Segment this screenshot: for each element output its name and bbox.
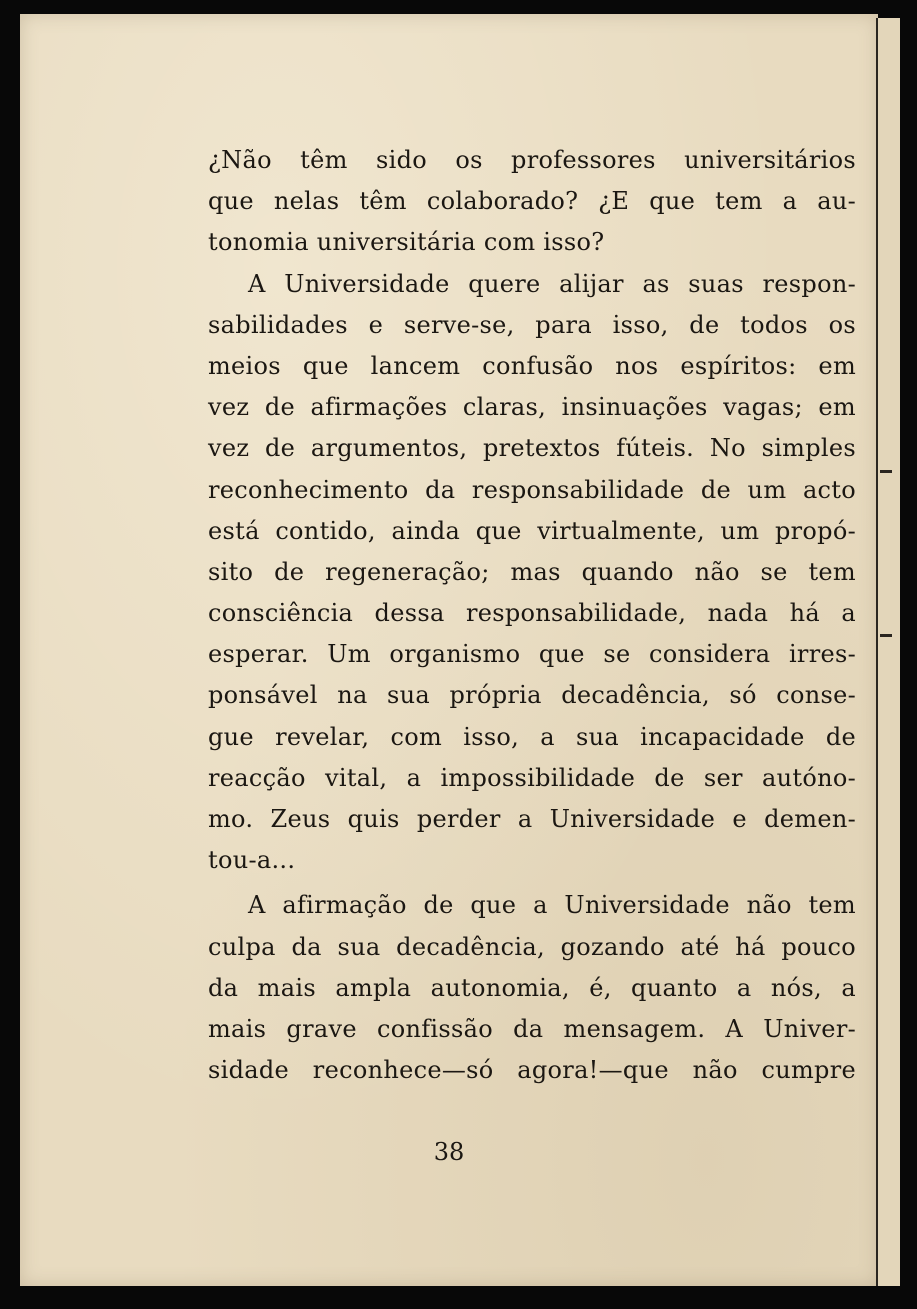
text-line: mais grave confissão da mensagem. A Univer- — [208, 1014, 856, 1043]
text-line: ¿Não têm sido os professores universitários — [208, 146, 856, 174]
text-line: que nelas têm colaborado? ¿E que tem a au- — [208, 187, 856, 216]
text-line: da mais ampla autonomia, é, quanto a nós, a — [208, 973, 856, 1002]
text-line: tou-a... — [208, 846, 296, 875]
text-line: está contido, ainda que virtualmente, um propó- — [208, 516, 856, 545]
text-line: tonomia universitária com isso? — [208, 228, 605, 257]
text-line: sidade reconhece—só agora!—que não cumpre — [208, 1056, 856, 1085]
body-text — [208, 140, 856, 1091]
text-line: mo. Zeus quis perder a Universidade e demen- — [208, 805, 856, 833]
page-sheet — [20, 14, 878, 1286]
text-line: meios que lancem confusão nos espíritos: em — [208, 351, 856, 380]
text-line: reacção vital, a impossibilidade de ser autóno- — [208, 763, 856, 792]
adjacent-page-edge — [876, 18, 900, 1286]
text-line: vez de argumentos, pretextos fúteis. No simples — [208, 434, 856, 463]
text-line: A Universidade quere alijar as suas respon- — [248, 269, 856, 298]
text-line: consciência dessa responsabilidade, nada há a — [208, 599, 856, 628]
text-line: gue revelar, com isso, a sua incapacidade de — [208, 722, 856, 751]
text-line: A afirmação de que a Universidade não tem — [248, 891, 856, 920]
text-line: sito de regeneração; mas quando não se tem — [208, 557, 856, 586]
text-line: vez de afirmações claras, insinuações vagas; em — [208, 393, 856, 422]
text-line: esperar. Um organismo que se considera irres- — [208, 640, 856, 669]
text-line: sabilidades e serve-se, para isso, de todos os — [208, 310, 856, 339]
text-line: reconhecimento da responsabilidade de um acto — [208, 475, 856, 504]
page-edge-mark — [880, 634, 892, 637]
page-number: 38 — [433, 1138, 465, 1166]
page-edge-mark — [880, 470, 892, 473]
text-line: culpa da sua decadência, gozando até há pouco — [208, 932, 856, 961]
text-line: ponsável na sua própria decadência, só conse- — [208, 681, 856, 710]
